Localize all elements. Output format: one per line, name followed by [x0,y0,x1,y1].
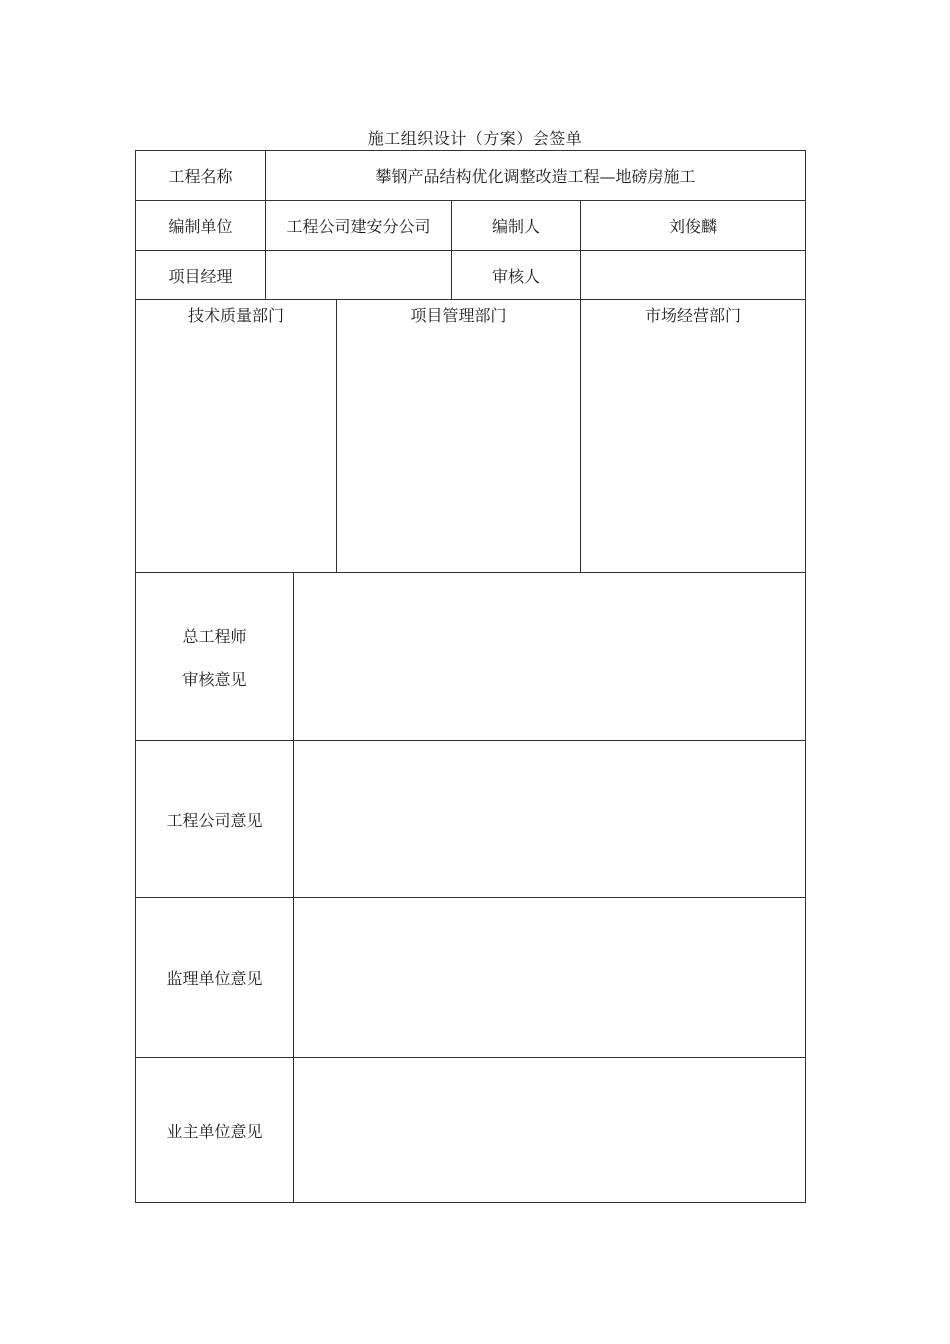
compiler-value: 刘俊麟 [668,217,717,236]
dept-tech-quality: 技术质量部门 [187,306,284,325]
form-title: 施工组织设计（方案）会签单 [367,129,583,148]
reviewer-label: 审核人 [491,266,540,286]
dept-project-mgmt: 项目管理部门 [410,306,507,325]
col-divider [293,572,294,1203]
pm-label: 项目经理 [168,266,233,286]
chief-engineer-line2: 审核意见 [182,669,247,689]
col-divider [580,299,581,572]
compile-unit-label: 编制单位 [168,217,233,236]
reviewer-value [581,251,805,299]
chief-engineer-label [136,573,293,740]
chief-engineer-line1: 总工程师 [182,626,247,646]
project-name-label: 工程名称 [168,167,233,186]
supervisor-opinion-label: 监理单位意见 [166,969,263,988]
row-divider [136,299,805,300]
company-opinion-label: 工程公司意见 [166,810,263,830]
project-name-value: 攀钢产品结构优化调整改造工程—地磅房施工 [375,167,696,186]
sign-off-form [135,150,806,1203]
col-divider [336,299,337,572]
compiler-label: 编制人 [491,217,540,236]
owner-opinion-label: 业主单位意见 [166,1122,263,1141]
compile-unit-value: 工程公司建安分公司 [286,217,431,236]
dept-market-ops: 市场经营部门 [644,306,741,325]
pm-value [266,251,451,299]
